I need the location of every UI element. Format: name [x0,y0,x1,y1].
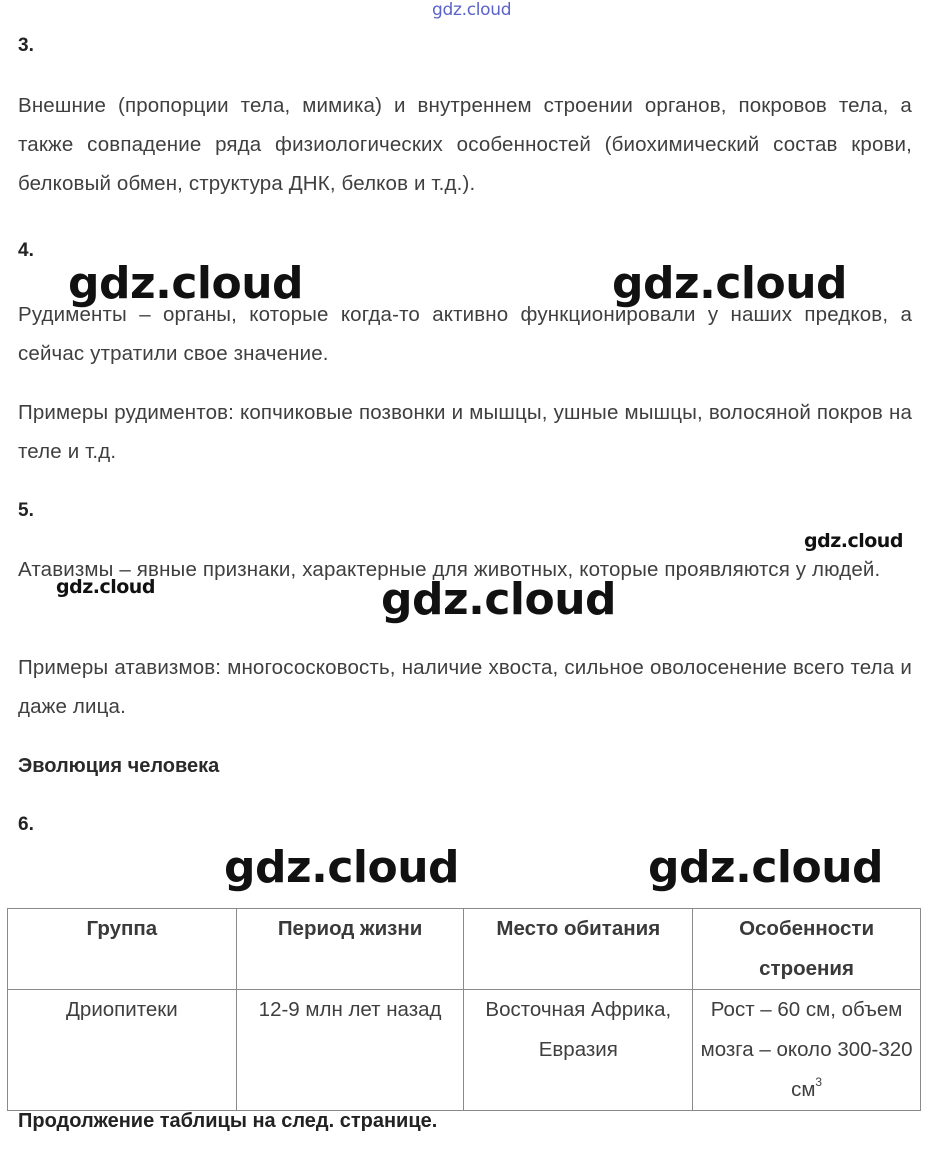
watermark: gdz.cloud [648,842,884,893]
cell-features [693,990,921,1111]
table-header-group: Группа [8,909,237,990]
question-4-text-1: Рудименты – органы, которые когда-то активно функционировали у наших предков, а сейчас утратили свое значение. [18,303,912,365]
watermark: gdz.cloud [56,576,155,598]
cell-features-text: Рост – 60 см, объем мозга – около 300-320 см [700,998,913,1101]
cell-habitat: Восточная Африка, Евразия [464,990,693,1111]
question-4-text-2: Примеры рудиментов: копчиковые позвонки и мышцы, ушные мышцы, волосяной покров на теле и т.д. [18,401,912,463]
question-3-text: Внешние (пропорции тела, мимика) и внутреннем строении органов, покровов тела, а также совпадение ряда физиологических особенностей (биохимический состав крови, белковый обмен, структура ДНК, белков и т.д.). [18,94,912,195]
table-row [8,990,921,1111]
question-6-number: 6. [18,814,34,835]
table-header-row [8,909,921,990]
table-header-period: Период жизни [236,909,464,990]
footer-note: Продолжение таблицы на след. странице. [18,1110,438,1132]
question-5-number: 5. [18,500,34,521]
watermark: gdz.cloud [612,258,848,309]
cell-group: Дриопитеки [8,990,237,1111]
table-header-habitat: Место обитания [464,909,693,990]
watermark-top: gdz.cloud [432,0,512,20]
section-heading: Эволюция человека [18,755,220,777]
cell-features-superscript: 3 [815,1075,823,1089]
watermark: gdz.cloud [224,842,460,893]
table-header-features: Особенности строения [693,909,921,990]
question-3-number: 3. [18,35,34,56]
watermark: gdz.cloud [68,258,304,309]
question-4-number: 4. [18,240,34,261]
cell-period: 12-9 млн лет назад [236,990,464,1111]
evolution-table [7,908,921,1111]
question-5-text-2: Примеры атавизмов: многососковость, наличие хвоста, сильное оволосенение всего тела и даже лица. [18,656,912,718]
watermark: gdz.cloud [381,574,617,625]
watermark: gdz.cloud [804,530,903,552]
question-5-text-1: Атавизмы – явные признаки, характерные для животных, которые проявляются у людей. [18,558,881,581]
